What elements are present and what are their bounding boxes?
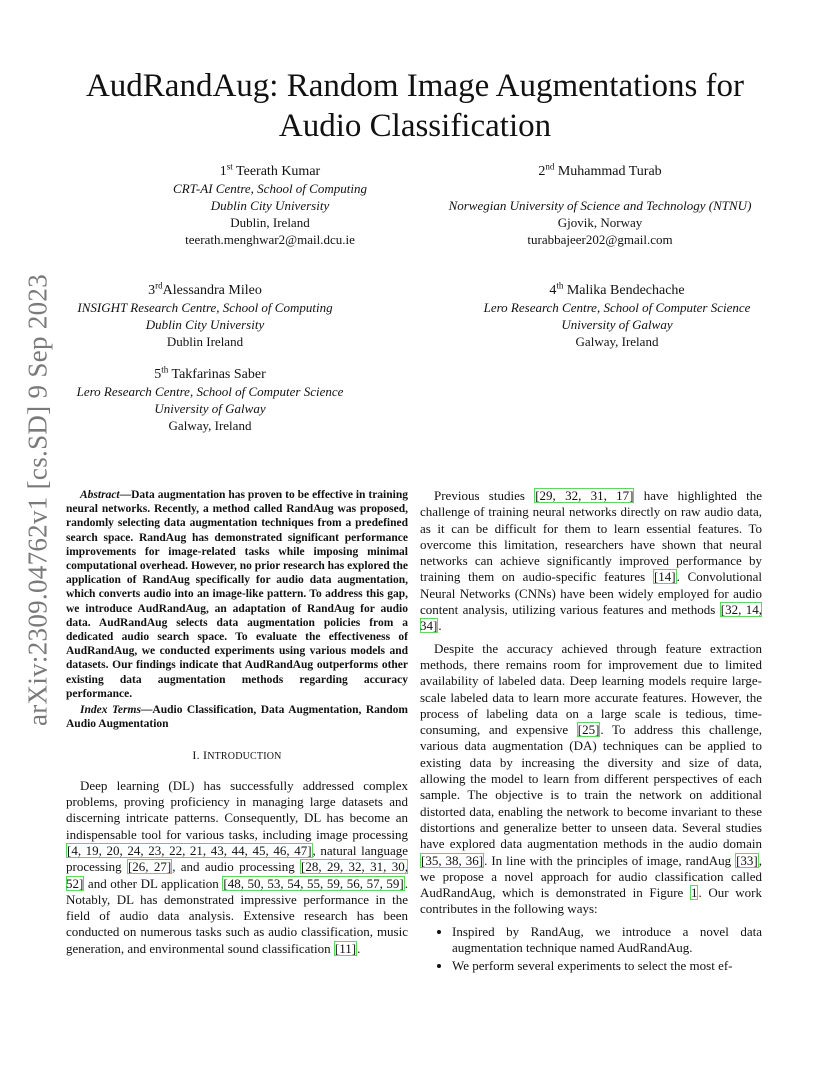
section-heading-introduction: I. INTRODUCTION [192, 748, 282, 763]
index-terms: Index Terms—Audio Classification, Data Augmentation, Random Audio Augmentation [66, 704, 408, 731]
author-affiliation: INSIGHT Research Centre, School of Computing [77, 300, 333, 315]
author-block-5 [55, 366, 365, 434]
citation-link[interactable]: [35, 38, 36] [421, 852, 484, 868]
author-affiliation: Dublin City University [145, 317, 265, 332]
citation-link[interactable]: [28, 29, 32, 31, 30, 52] [66, 859, 408, 891]
body-paragraph-2: Despite the accuracy achieved through feature extraction methods, there remains room for improvement due to limited availability of labeled data. Deep learning models require large-scale labeled data to learn more accurate features. However, the process of labeling data on a large scale is tedious, time-consuming, and expensive [25]. To address this challenge, various data augmentation (DA) techniques can be applied to existing data by increasing the diversity and size of data, allowing the model to learn from different perspectives of each sample. The objective is to train the network on additional distorted data, enabling the network to become invariant to these distortions and generalize better to unseen data. Several studies have explored data augmentation methods in the audio domain [35, 38, 36]. In line with the principles of image, randAug [33], we propose a novel approach for audio classification called AudRandAug, which is demonstrated in Figure 1. Our work contributes in the following ways: [420, 640, 763, 917]
arxiv-identifier [18, 273, 58, 727]
citation-link[interactable]: [48, 50, 53, 54, 55, 59, 56, 57, 59] [223, 875, 404, 891]
author-location: Dublin Ireland [166, 334, 244, 349]
arxiv-id-text: arXiv:2309.04762v1 [cs.SD] 9 Sep 2023 [22, 273, 53, 727]
author-name: 2nd Muhammad Turab [538, 161, 662, 179]
contributions-list [420, 924, 762, 975]
author-affiliation: CRT-AI Centre, School of Computing [173, 181, 367, 196]
author-block-2 [430, 163, 770, 248]
author-name: 1st Teerath Kumar [219, 161, 321, 179]
body-paragraph-1: Previous studies [29, 32, 31, 17] have highlighted the challenge of training neural networks directly on raw audio data, as it can be difficult for them to learn essential features. To overcome this limitation, researchers have shown that neural networks can achieve significantly improved performance by training them on audio-specific features [14]. Convolutional Neural Networks (CNNs) have been widely employed for audio content analysis, utilizing various features and methods [32, 14, 34]. [420, 488, 762, 634]
author-location: Galway, Ireland [168, 418, 252, 433]
citation-link[interactable]: [11] [334, 940, 357, 956]
author-block-1 [120, 163, 420, 248]
author-affiliation: Norwegian University of Science and Technology (NTNU) [448, 198, 752, 213]
citation-link[interactable]: [29, 32, 31, 17] [535, 488, 634, 503]
citation-link[interactable]: [4, 19, 20, 24, 23, 22, 21, 43, 44, 45, 46, 47] [67, 842, 312, 858]
author-name: 5th Takfarinas Saber [154, 364, 266, 382]
author-block-4 [452, 282, 782, 350]
intro-paragraph-1: Deep learning (DL) has successfully addressed complex problems, proving proficiency in managing large datasets and discerning intricate patterns. Consequently, DL has become an indispensable tool for various tasks, including image processing [4, 19, 20, 24, 23, 22, 21, 43, 44, 45, 46, 47], natural language processing [26, 27], and audio processing [28, 29, 32, 31, 30, 52] and other DL application [48, 50, 53, 54, 55, 59, 56, 57, 59]. Notably, DL has demonstrated impressive performance in the field of audio data analysis. Extensive research has been conducted on numerous tasks such as audio classification, music generation, and environmental sound classification [11]. [66, 777, 408, 956]
right-column [420, 488, 762, 977]
citation-link[interactable]: [32, 14, 34] [420, 602, 762, 634]
citation-link[interactable]: [14] [653, 569, 676, 585]
paper-title: AudRandAug: Random Image Augmentations for Audio Classification [85, 68, 745, 144]
author-email: turabbajeer202@gmail.com [527, 232, 673, 247]
author-affiliation: University of Galway [561, 317, 673, 332]
author-location: Gjovik, Norway [557, 215, 643, 230]
figure-link[interactable]: 1 [690, 885, 698, 901]
list-item: • Inspired by RandAug, we introduce a novel data augmentation technique named AudRandAug. [452, 924, 762, 957]
author-location: Galway, Ireland [575, 334, 659, 349]
citation-link[interactable]: [33] [736, 852, 758, 868]
list-item: • We perform several experiments to select the most ef- [452, 958, 762, 974]
author-affiliation: University of Galway [154, 401, 266, 416]
author-block-3 [55, 282, 355, 350]
author-email: teerath.menghwar2@mail.dcu.ie [185, 232, 355, 247]
author-affiliation: Lero Research Centre, School of Computer Science [483, 300, 751, 315]
citation-link[interactable]: [26, 27] [127, 859, 172, 875]
author-affiliation: Dublin City University [210, 198, 330, 213]
left-column [66, 488, 408, 963]
citation-link[interactable]: [25] [577, 722, 600, 738]
author-affiliation: Lero Research Centre, School of Computer Science [76, 384, 344, 399]
author-name: 3rdAlessandra Mileo [148, 280, 262, 298]
author-name: 4th Malika Bendechache [549, 280, 685, 298]
author-location: Dublin, Ireland [230, 215, 310, 230]
abstract: Abstract—Data augmentation has proven to be effective in training neural networks. Recently, a method called RandAug was proposed, randomly selecting data augmentation techniques from a predefined search space. RandAug has demonstrated significant performance improvements for image-related tasks while imposing minimal computational overhead. However, no prior research has explored the application of RandAug specifically for audio data augmentation, which converts audio into an image-like pattern. To address this gap, we introduce AudRandAug, an adaptation of RandAug for audio data. AudRandAug selects data augmentation policies from a dedicated audio search space. To evaluate the effectiveness of AudRandAug, we conducted experiments using various models and datasets. Our findings indicate that AudRandAug outperforms other existing data augmentation methods regarding accuracy performance. [66, 489, 408, 700]
